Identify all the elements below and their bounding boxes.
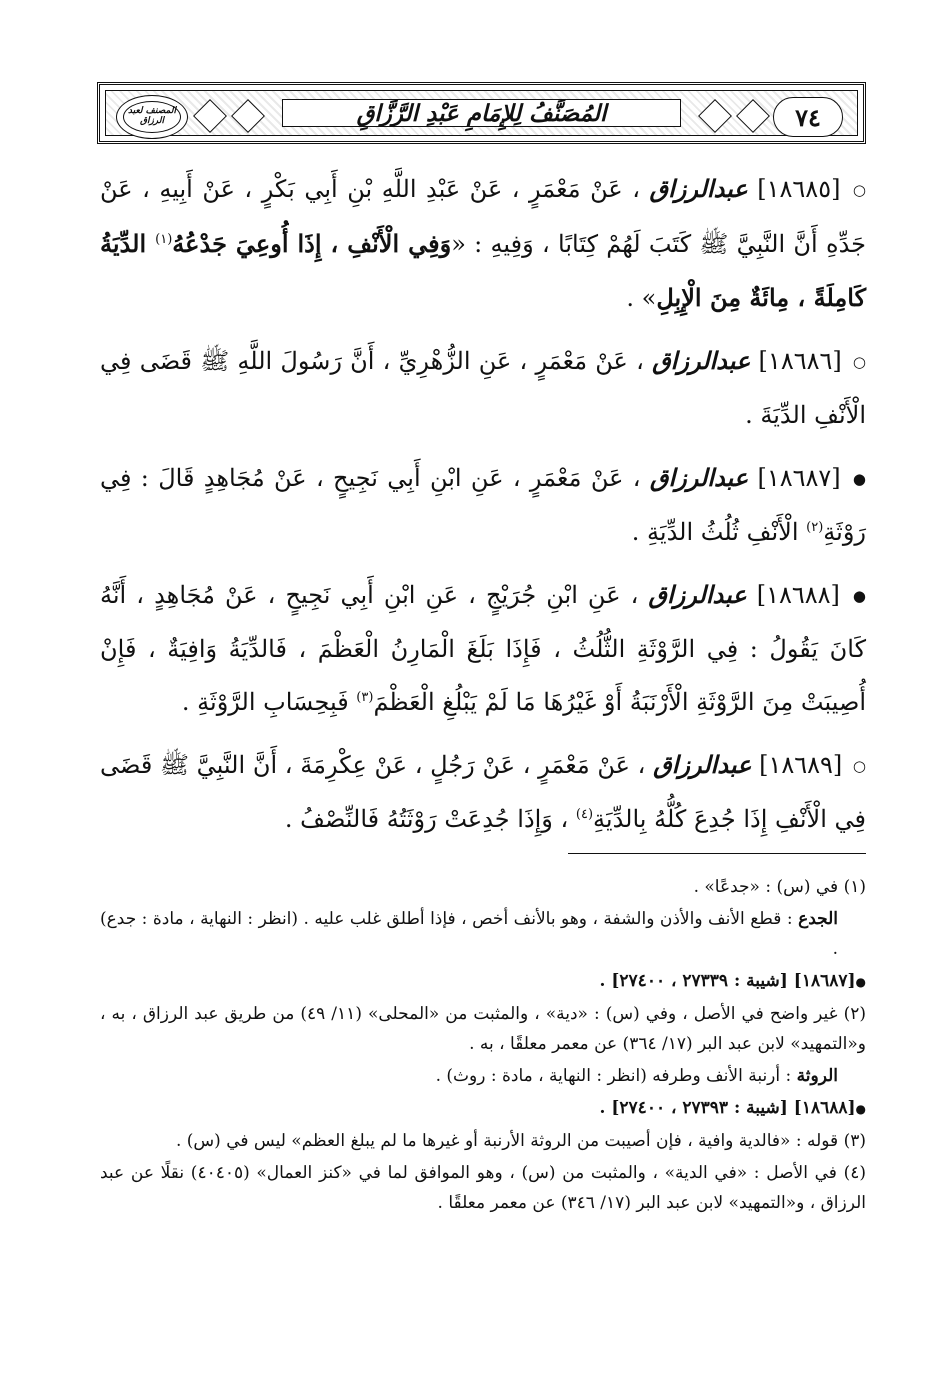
page-header bbox=[97, 82, 866, 144]
hadith-text-end: ، وَإِذَا جُدِعَتْ رَوْثَتُهُ فَالنِّصْفُ . bbox=[284, 805, 576, 833]
reference-marker: ● bbox=[855, 1102, 866, 1116]
hadith-number: [١٨٦٨٩] bbox=[759, 751, 843, 779]
ornament-diamond-icon bbox=[736, 99, 770, 133]
hadith-marker: ● bbox=[852, 587, 866, 605]
footnote-ref: (١) bbox=[155, 232, 173, 247]
reference-text: [١٨٦٨٧] [شيبة : ٢٧٣٣٩ ، ٢٧٤٠٠] . bbox=[599, 971, 856, 991]
hadith-author: عبدالرزاق bbox=[649, 463, 749, 492]
footnote-ref: (٢) bbox=[806, 520, 824, 535]
hadith-18686 bbox=[100, 334, 866, 442]
gloss-definition: : قطع الأنف والأذن والشفة ، وهو بالأنف أخص ، فإذا أطلق غلب عليه . (انظر : النهاية ، مادة : جدع) . bbox=[100, 909, 838, 959]
ornament-diamond-icon bbox=[231, 99, 265, 133]
running-title-box bbox=[282, 99, 681, 127]
hadith-18688 bbox=[100, 568, 866, 729]
footnote-2: (٢) غير واضح في الأصل ، وفي (س) : «دية» ، والمثبت من «المحلى» (١١/ ٤٩) من طريق عبد الرزاق ، به ، و«التمهيد» لابن عبد البر (١٧/ ٣٦٤) عن معمر معلقًا ، به . bbox=[100, 1004, 867, 1054]
footnote-4: (٤) في الأصل : «في الدية» ، والمثبت من (س) ، وهو الموافق لما في «كنز العمال» (٤٠٤٠٥) نقلًا عن عبد الرزاق ، و«التمهيد» لابن عبد البر (١٧/ ٣٤٦) عن معمر معلقًا . bbox=[100, 1163, 866, 1213]
footnotes bbox=[100, 872, 866, 1220]
footnote-divider bbox=[568, 853, 866, 854]
hadith-number: [١٨٦٨٧] bbox=[757, 464, 841, 492]
seal-text: المصنف لعبد الرزاق bbox=[123, 101, 181, 133]
ornament-diamond-icon bbox=[698, 99, 732, 133]
ornament-diamond-icon bbox=[193, 99, 227, 133]
hadith-text: ، عَنْ مَعْمَرٍ ، عَنِ الزُّهْرِيِّ ، أَنَّ رَسُولَ اللَّهِ ﷺ قَضَى فِي الْأَنْفِ الدِّيَةَ . bbox=[100, 347, 866, 429]
hadith-marker: ● bbox=[852, 470, 866, 488]
hadith-number: [١٨٦٨٨] bbox=[756, 581, 840, 609]
hadith-marker: ○ bbox=[852, 181, 866, 199]
source-reference-18688 bbox=[100, 1093, 866, 1124]
footnote-3: (٣) قوله : «فالدية وافية ، فإن أصيبت من الروثة الأرنبة أو غيرها ما لم يبلغ العظم» ليس في (س) . bbox=[175, 1131, 866, 1151]
hadith-text-end: فَبِحِسَابِ الرَّوْثَةِ . bbox=[181, 688, 357, 716]
book-seal-logo bbox=[116, 95, 188, 139]
source-reference-18687 bbox=[100, 966, 866, 997]
gloss-term: الروثة bbox=[796, 1066, 838, 1086]
hadith-text: ، عَنْ مَعْمَرٍ ، عَنْ عَبْدِ اللَّهِ بْنِ أَبِي بَكْرٍ ، عَنْ أَبِيهِ ، عَنْ جَدِّهِ أَنَّ النَّبِيَّ ﷺ كَتَبَ لَهُمْ كِتَابًا ، وَفِيهِ : « bbox=[100, 175, 866, 258]
header-ornament-band bbox=[105, 90, 858, 136]
hadith-marker: ○ bbox=[852, 353, 866, 371]
hadith-author: عبدالرزاق bbox=[652, 346, 751, 375]
footnote-ref: (٣) bbox=[356, 690, 374, 705]
footnote-ref: (٤) bbox=[575, 807, 594, 822]
hadith-quote-bold: الدِّيَةُ كَامِلَةً ، مِائَةٌ مِنَ الْإِبِلِ bbox=[100, 229, 866, 312]
hadith-text: ، عَنْ مَعْمَرٍ ، عَنْ رَجُلٍ ، عَنْ عِكْرِمَةَ ، أَنَّ النَّبِيَّ ﷺ قَضَى فِي الْأَنْفِ إِذَا جُدِعَ كُلُّهُ بِالدِّيَةِ bbox=[100, 751, 866, 833]
reference-text: [١٨٦٨٨] [شيبة : ٢٧٣٩٣ ، ٢٧٤٠٠] . bbox=[599, 1098, 856, 1118]
hadith-quote-bold: وَفِي الْأَنْفِ ، إِذَا أُوعِيَ جَدْعُهُ bbox=[172, 229, 452, 258]
hadith-18689 bbox=[100, 738, 866, 846]
reference-marker: ● bbox=[855, 975, 866, 989]
footnote-1: (١) في (س) : «جدعًا» . bbox=[693, 877, 866, 897]
hadith-text: ، عَنْ مَعْمَرٍ ، عَنِ ابْنِ أَبِي نَجِيحٍ ، عَنْ مُجَاهِدٍ قَالَ : فِي رَوْثَةِ bbox=[100, 464, 866, 546]
page-number-cartouche bbox=[773, 97, 843, 137]
footnote-2-gloss bbox=[100, 1061, 866, 1091]
hadith-text: ، عَنِ ابْنِ جُرَيْجٍ ، عَنِ ابْنِ أَبِي نَجِيحٍ ، عَنْ مُجَاهِدٍ ، أَنَّهُ كَانَ يَقُولُ : فِي الرَّوْثَةِ الثُّلُثُ ، فَإِذَا بَلَغَ الْمَارِنُ الْعَظْمَ ، فَالدِّيَةُ وَافِيَةٌ ، فَإِنْ أُصِيبَتْ مِنَ الرَّوْثَةِ الْأَرْنَبَةُ أَوْ غَيْرُهَا مَا لَمْ يَبْلُغِ الْعَظْمَ bbox=[100, 581, 866, 716]
gloss-definition: : أرنبة الأنف وطرفه (انظر : النهاية ، مادة : روث) . bbox=[435, 1066, 792, 1086]
hadith-marker: ○ bbox=[852, 757, 866, 775]
gloss-term: الجدع bbox=[798, 909, 839, 929]
hadith-text-end: الْأَنْفِ ثُلُثُ الدِّيَةِ . bbox=[631, 518, 807, 546]
page-number: ٧٤ bbox=[795, 102, 821, 132]
hadith-text-end: » . bbox=[626, 284, 657, 312]
main-text bbox=[100, 162, 866, 855]
hadith-18685 bbox=[100, 162, 866, 325]
footnote-1-gloss bbox=[100, 904, 866, 964]
hadith-author: عبدالرزاق bbox=[649, 174, 748, 203]
hadith-18687 bbox=[100, 451, 866, 559]
running-title: المُصَنَّفُ لِلإِمَامِ عَبْدِ الرَّزَّاقِ bbox=[356, 99, 607, 127]
hadith-number: [١٨٦٨٦] bbox=[758, 347, 842, 375]
hadith-author: عبدالرزاق bbox=[648, 580, 747, 609]
hadith-number: [١٨٦٨٥] bbox=[757, 175, 841, 203]
hadith-author: عبدالرزاق bbox=[653, 750, 752, 779]
